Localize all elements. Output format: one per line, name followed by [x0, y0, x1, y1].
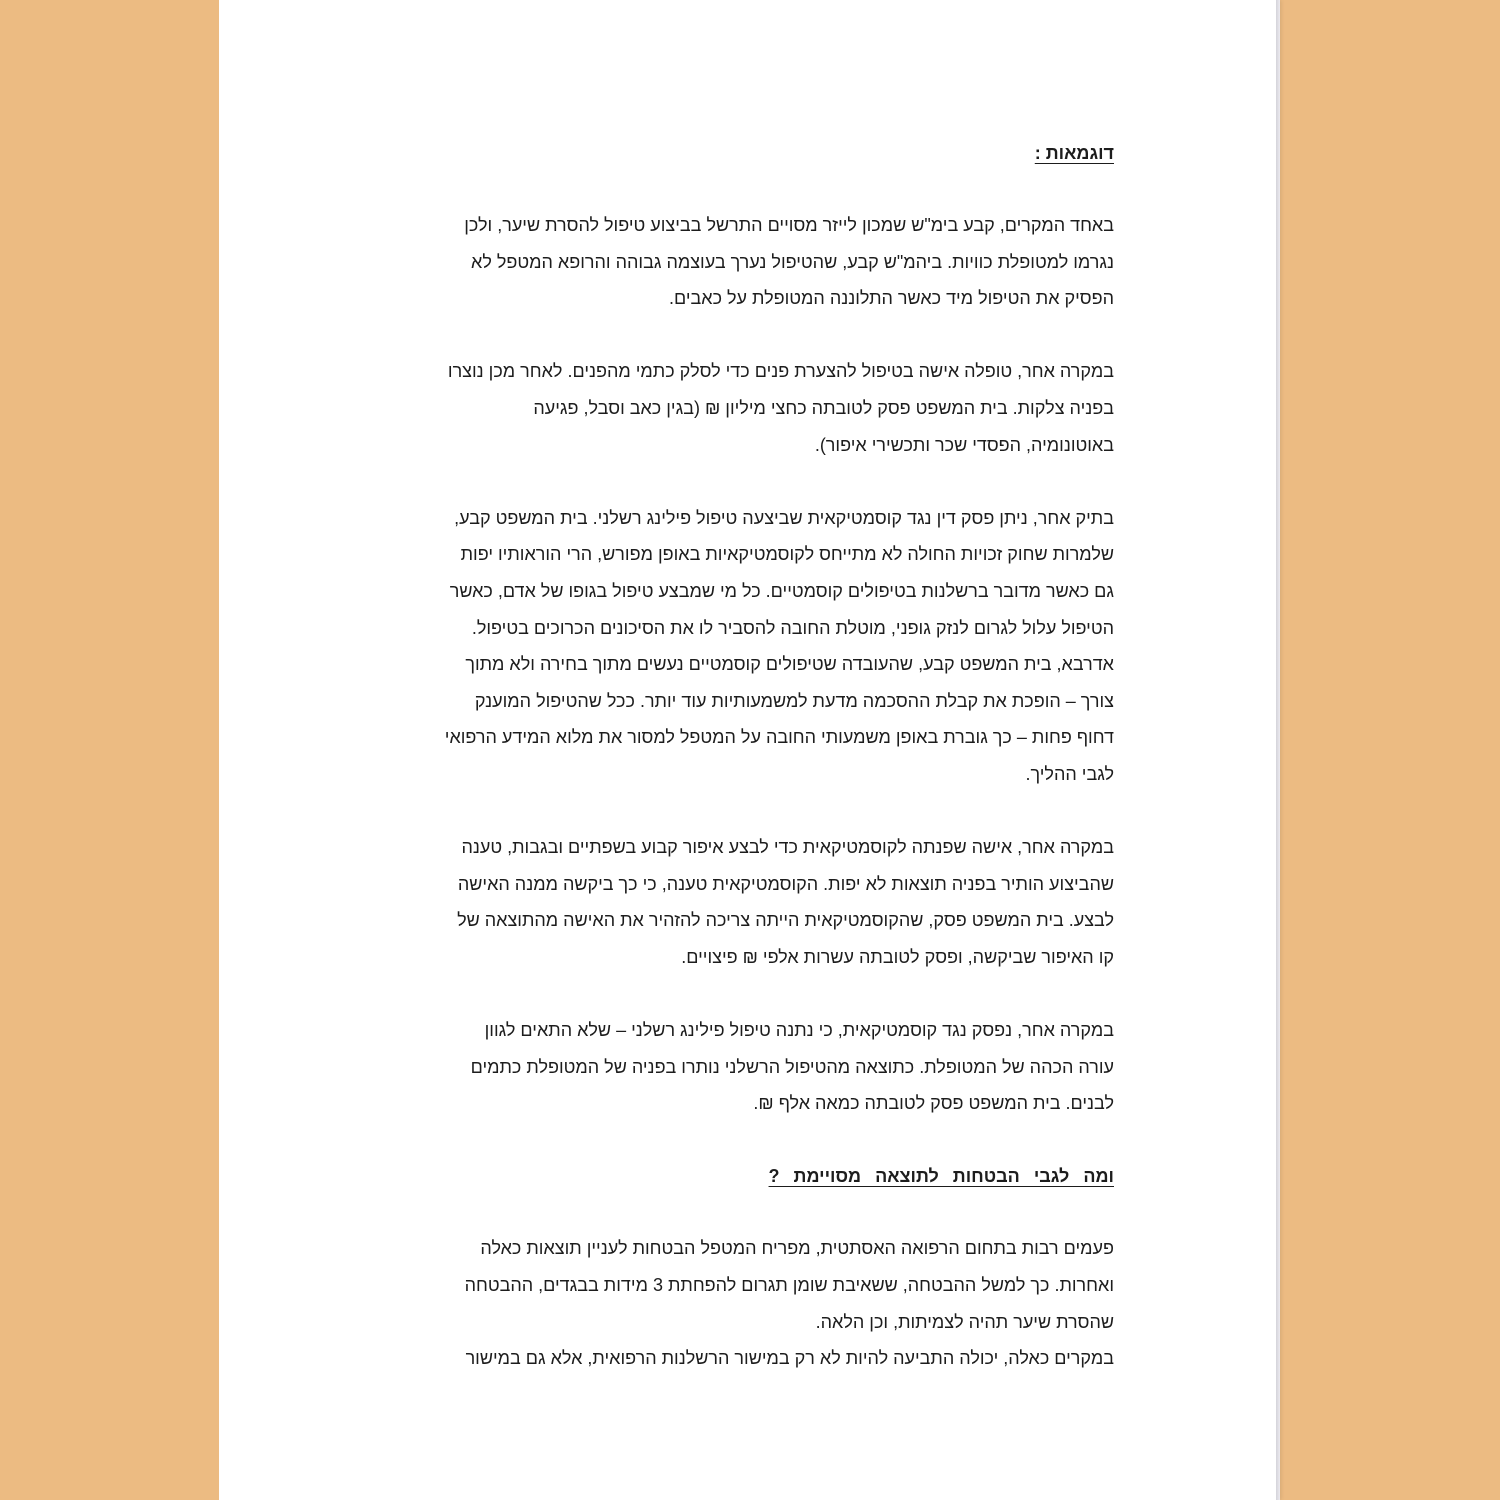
text-line: דחוף פחות – כך גוברת באופן משמעותי החובה על המטפל למסור את מלוא המידע הרפואי: [444, 727, 1114, 748]
text-line: גם כאשר מדובר ברשלנות בטיפולים קוסמטיים. כל מי שמבצע טיפול בגופו של אדם, כאשר: [449, 580, 1114, 601]
text-line: במקרה אחר, נפסק נגד קוסמטיקאית, כי נתנה טיפול פילינג רשלני – שלא התאים לגוון: [484, 1020, 1114, 1041]
text-line: בפניה צלקות. בית המשפט פסק לטובתה כחצי מיליון ₪ (בגין כאב וסבל, פגיעה: [533, 397, 1114, 418]
text-line: נגרמו למטופלת כוויות. ביהמ"ש קבע, שהטיפול נערך בעוצמה גבוהה והרופא המטפל לא: [471, 251, 1114, 272]
text-line: לבנים. בית המשפט פסק לטובתה כמאה אלף ₪.: [753, 1093, 1114, 1114]
text-line: באחד המקרים, קבע בימ"ש שמכון לייזר מסויים התרשל בביצוע טיפול להסרת שיער, ולכן: [464, 215, 1114, 235]
text-line: במקרה אחר, אישה שפנתה לקוסמטיקאית כדי לבצע איפור קבוע בשפתיים ובגבות, טענה: [461, 837, 1114, 858]
paragraph-skin-tone-case: [369, 1012, 1114, 1122]
text-line: קו האיפור שביקשה, ופסק לטובתה עשרות אלפי ₪ פיצויים.: [681, 946, 1114, 967]
document-body: [369, 135, 1114, 1413]
text-line: במקרה אחר, טופלה אישה בטיפול להצערת פנים כדי לסלק כתמי מהפנים. לאחר מכן נוצרו: [447, 361, 1114, 382]
paragraph-facial-case: [369, 353, 1114, 463]
text-line: במקרים כאלה, יכולה התביעה להיות לא רק במישור הרשלנות הרפואית, אלא גם במישור: [465, 1348, 1114, 1369]
paragraph-makeup-case: [369, 829, 1114, 975]
text-line: שהסרת שיער תהיה לצמיתות, וכן הלאה.: [815, 1311, 1114, 1332]
text-line: צורך – הופכת את קבלת ההסכמה מדעת למשמעותיות עוד יותר. ככל שהטיפול המוענק: [474, 690, 1114, 711]
text-line: פעמים רבות בתחום הרפואה האסתטית, מפריח המטפל הבטחות לעניין תוצאות כאלה: [480, 1238, 1114, 1259]
paragraph-promises: [369, 1230, 1114, 1340]
text-line: לגבי ההליך.: [1025, 763, 1114, 784]
text-line: לבצע. בית המשפט פסק, שהקוסמטיקאית הייתה צריכה להזהיר את האישה מהתוצאה של: [457, 910, 1114, 931]
paragraph-claim-basis: [369, 1340, 1114, 1377]
text-line: באוטונומיה, הפסדי שכר ותכשירי איפור).: [814, 434, 1114, 455]
text-line: הפסיק את הטיפול מיד כאשר התלוננה המטופלת על כאבים.: [668, 288, 1114, 309]
text-line: עורה הכהה של המטופלת. כתוצאה מהטיפול הרשלני נותרו בפניה של המטופלת כתמים: [470, 1056, 1114, 1077]
text-line: הטיפול עלול לגרום לנזק גופני, מוטלת החובה להסביר לו את הסיכונים הכרוכים בטיפול.: [471, 617, 1114, 638]
paragraph-peeling-case: [369, 500, 1114, 793]
paragraph-laser-case: [369, 207, 1114, 317]
text-line: שלמרות שחוק זכויות החולה לא מתייחס לקוסמטיקאיות באופן מפורש, הרי הוראותיו יפות: [460, 544, 1114, 565]
text-line: אדרבא, בית המשפט קבע, שהעובדה שטיפולים קוסמטיים נעשים מתוך בחירה ולא מתוך: [465, 654, 1114, 675]
text-line: בתיק אחר, ניתן פסק דין נגד קוסמטיקאית שביצעה טיפול פילינג רשלני. בית המשפט קבע,: [454, 507, 1114, 528]
heading-guarantees: ומה לגבי הבטחות לתוצאה מסויימת ?: [768, 1166, 1114, 1187]
page-edge-shadow: [1276, 0, 1280, 1500]
text-line: שהביצוע הותיר בפניה תוצאות לא יפות. הקוסמטיקאית טענה, כי כך ביקשה ממנה האישה: [457, 873, 1114, 894]
heading-examples: דוגמאות :: [1034, 143, 1114, 163]
document-page: [219, 0, 1276, 1500]
text-line: ואחרות. כך למשל ההבטחה, ששאיבת שומן תגרום להפחתת 3 מידות בבגדים, ההבטחה: [464, 1275, 1114, 1296]
